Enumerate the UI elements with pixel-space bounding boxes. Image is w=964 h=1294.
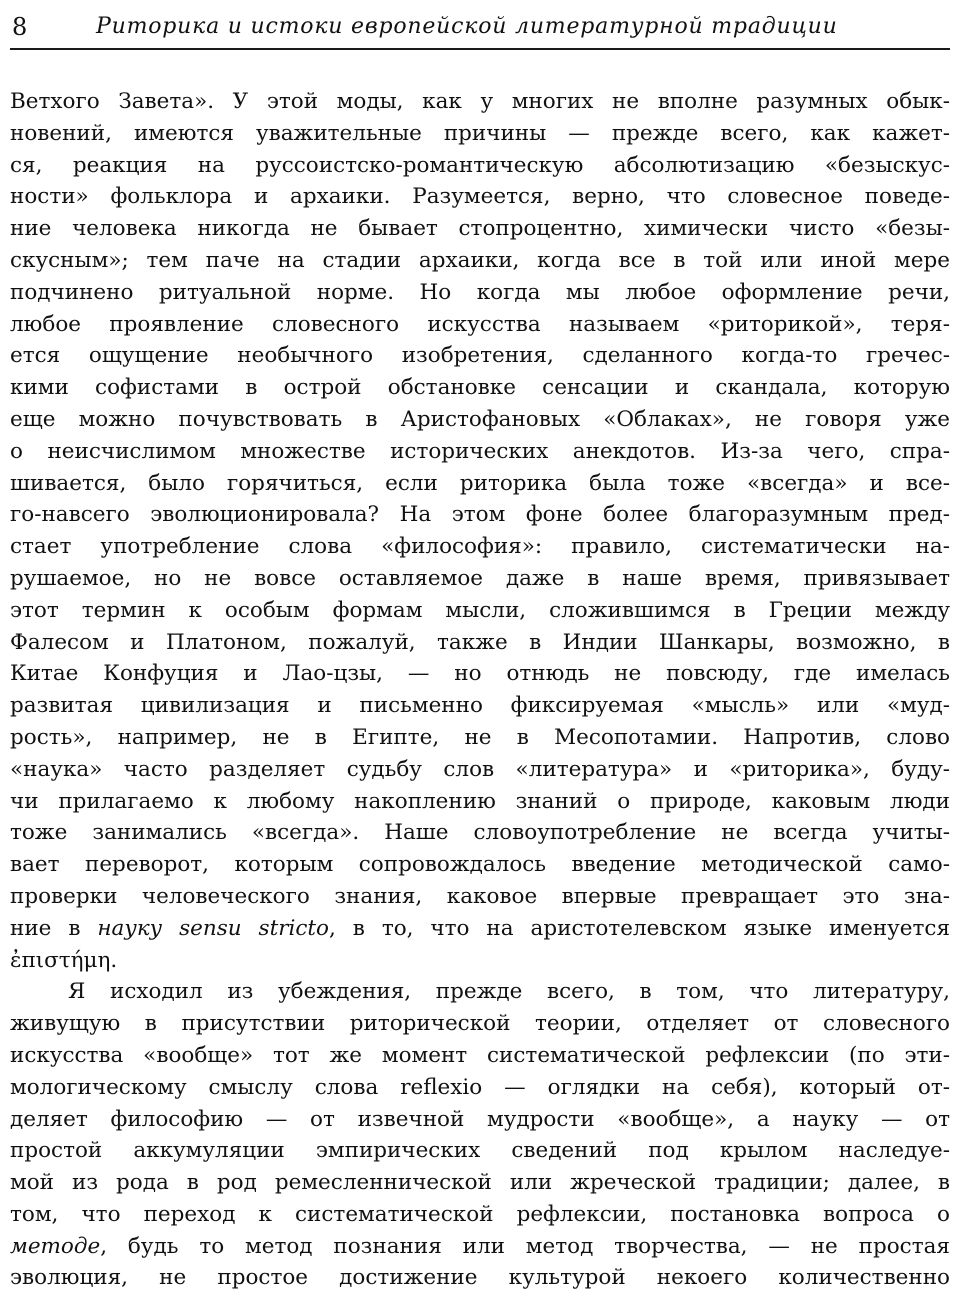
text-line: тоже занимались «всегда». Наше словоупотребление не всегда учиты- — [10, 820, 950, 846]
italic-phrase: методе — [10, 1233, 101, 1259]
text-line: о неисчислимом множестве исторических анекдотов. Из-за чего, спра- — [10, 438, 950, 464]
text-line: Я исходил из убеждения, прежде всего, в том, что литературу, — [68, 979, 950, 1005]
running-title: Риторика и истоки европейской литературной традиции — [96, 14, 838, 39]
text-line: чи прилагаемо к любому накоплению знаний о природе, каковым люди — [10, 788, 950, 814]
text-line: эволюция, не простое достижение культурой некоего количественно — [10, 1265, 950, 1291]
text-line: «наука» часто разделяет судьбу слов «литература» и «риторика», буду- — [10, 756, 950, 782]
text-line: шивается, было горячиться, если риторика была тоже «всегда» и все- — [10, 470, 950, 496]
text-line: том, что переход к систематической рефлексии, постановка вопроса о — [10, 1201, 950, 1227]
text-line: Фалесом и Платоном, пожалуй, также в Индии Шанкары, возможно, в — [10, 629, 950, 655]
text-line: скусным»; тем паче на стадии архаики, когда все в той или иной мере — [10, 247, 950, 273]
text-line: любое проявление словесного искусства называем «риторикой», теря- — [10, 311, 950, 337]
text-line: новений, имеются уважительные причины — прежде всего, как кажет- — [10, 120, 950, 146]
text-fragment: ние в — [10, 915, 98, 941]
text-line-mixed — [10, 913, 950, 945]
body-text — [10, 86, 950, 1294]
text-line: Ветхого Завета». У этой моды, как у многих не вполне разумных обык- — [10, 89, 950, 114]
text-line: мой из рода в род ремесленнической или жреческой традиции; далее, в — [10, 1170, 950, 1196]
paragraph-2 — [10, 976, 950, 1294]
text-line: деляет философию — от извечной мудрости «вообще», а науку — от — [10, 1106, 950, 1132]
text-line: кими софистами в острой обстановке сенсации и скандала, которую — [10, 375, 950, 401]
text-line: ние человека никогда не бывает стопроцентно, химически чисто «безы- — [10, 216, 950, 242]
text-line-mixed — [10, 1231, 950, 1263]
text-line: подчинено ритуальной норме. Но когда мы любое оформление речи, — [10, 279, 950, 305]
text-line: еще можно почувствовать в Аристофановых «Облаках», не говоря уже — [10, 406, 950, 432]
text-line: простой аккумуляции эмпирических сведений под крылом наследуе- — [10, 1138, 950, 1164]
page-number: 8 — [12, 13, 28, 41]
page-header — [10, 10, 950, 50]
text-line: рость», например, не в Египте, не в Месопотамии. Напротив, слово — [10, 724, 950, 750]
text-line: Китае Конфуция и Лао-цзы, — но отнюдь не повсюду, где имелась — [10, 661, 950, 687]
paragraph-1 — [10, 86, 950, 976]
text-line: ется ощущение необычного изобретения, сделанного когда-то гречес- — [10, 343, 950, 369]
text-line: живущую в присутствии риторической теории, отделяет от словесного — [10, 1011, 950, 1037]
text-line: развитая цивилизация и письменно фиксируемая «мысль» или «муд- — [10, 693, 950, 719]
text-fragment: , в то, что на аристотелевском языке именуется — [328, 915, 950, 941]
italic-phrase: науку sensu stricto — [97, 915, 329, 941]
text-line: ся, реакция на руссоистско-романтическую абсолютизацию «безыскус- — [10, 152, 950, 178]
text-line-greek: ἐπιστήμη. — [10, 947, 118, 973]
text-line: мологическому смыслу слова reflexio — оглядки на себя), который от- — [10, 1074, 950, 1100]
text-line: вает переворот, которым сопровождалось введение методической само- — [10, 852, 950, 878]
text-line: этот термин к особым формам мысли, сложившимся в Греции между — [10, 597, 950, 623]
text-line: стает употребление слова «философия»: правило, систематически на- — [10, 534, 950, 560]
text-line: проверки человеческого знания, каковое впервые превращает это зна- — [10, 883, 950, 909]
text-line: го-навсего эволюционировала? На этом фоне более благоразумным пред- — [10, 502, 950, 528]
text-line: рушаемое, но не вовсе оставляемое даже в наше время, привязывает — [10, 565, 950, 591]
text-fragment: , будь то метод познания или метод творчества, — не простая — [100, 1233, 950, 1259]
text-line: ности» фольклора и архаики. Разумеется, верно, что словесное поведе- — [10, 184, 950, 210]
text-line: искусства «вообще» тот же момент систематической рефлексии (по эти- — [10, 1042, 950, 1068]
